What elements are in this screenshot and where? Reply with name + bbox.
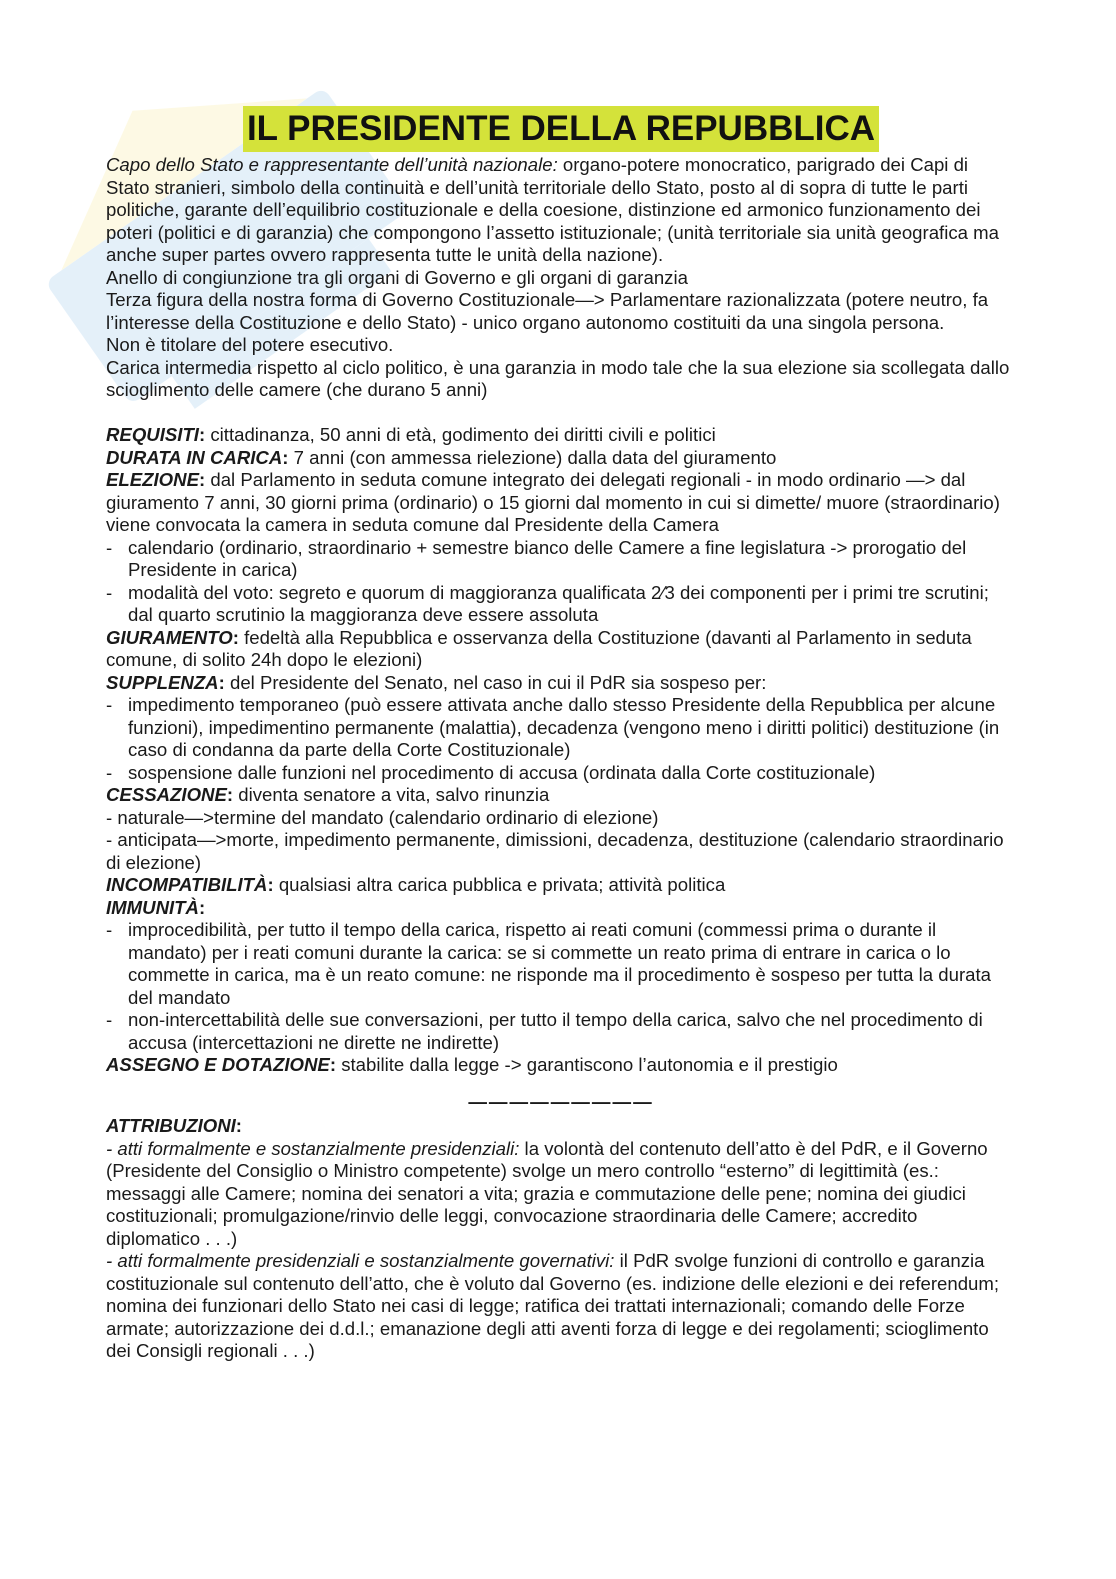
section-durata: DURATA IN CARICA: 7 anni (con ammessa rielezione) dalla data del giuramento (106, 446, 777, 468)
section-assegno: ASSEGNO E DOTAZIONE: stabilite dalla legge -> garantiscono l’autonomia e il prestigio (106, 1054, 838, 1075)
section-immunita: IMMUNITÀ: (106, 896, 206, 918)
document-page (106, 106, 1016, 1363)
intro-paragraph-1: Capo dello Stato e rappresentante dell’unità nazionale: organo-potere monocratico, parigrado dei Capi di Stato stranieri, simbolo della continuità e dell’unità territoriale dello Stato, posto al di sopra di tutte le parti politiche, garante dell’equilibrio costituzionale e della coesione, distinzione ed armonico funzionamento dei poteri (politici e di garanzia) che compongono l’assetto istituzionale; (unità territoriale sia unità geografica ma anche super partes ovvero rappresenta tutte le unità della nazione). (106, 154, 999, 265)
cessazione-line-1: - naturale—>termine del mandato (calendario ordinario di elezione) (106, 806, 659, 828)
elezione-list (106, 537, 1016, 627)
section-supplenza: SUPPLENZA: del Presidente del Senato, nel caso in cui il PdR sia sospeso per: (106, 671, 767, 693)
section-separator: ————————— (468, 1090, 654, 1112)
section-incompatibilita: INCOMPATIBILITÀ: qualsiasi altra carica pubblica e privata; attività politica (106, 874, 726, 895)
section-requisiti: REQUISITI: cittadinanza, 50 anni di età, godimento dei diritti civili e politici (106, 424, 716, 445)
section-giuramento: GIURAMENTO: fedeltà alla Repubblica e osservanza della Costituzione (davanti al Parlamento in seduta comune, di solito 24h dopo le elezioni) (106, 626, 972, 670)
section-elezione: ELEZIONE: dal Parlamento in seduta comune integrato dei delegati regionali - in modo ordinario —> dal giuramento 7 anni, 30 giorni prima (ordinario) o 15 giorni dal momento in cui si dimette/ muore (straordinario) viene convocata la camera in seduta comune dal Presidente della Camera (106, 469, 1000, 535)
list-item: - impedimento temporaneo (può essere attivata anche dallo stesso Presidente della Repubblica per alcune funzioni), impedimentino permanente (malattia), decadenza (vengono meno i diritti politici) destituzione (in caso di condanna da parte della Corte Costituzionale) (106, 694, 1000, 760)
page-title: IL PRESIDENTE DELLA REPUBBLICA (243, 106, 879, 152)
immunita-list (106, 919, 1016, 1054)
intro-paragraph-4: Non è titolare del potere esecutivo. (106, 334, 394, 355)
list-item: - sospensione dalle funzioni nel procedimento di accusa (ordinata dalla Corte costituzionale) (106, 761, 876, 783)
list-item: - non-intercettabilità delle sue conversazioni, per tutto il tempo della carica, salvo che nel procedimento di accusa (intercettazioni ne dirette ne indirette) (106, 1009, 983, 1053)
list-item: - calendario (ordinario, straordinario + semestre bianco delle Camere a fine legislatura -> prorogatio del Presidente in carica) (106, 536, 967, 580)
intro-paragraph-3: Terza figura della nostra forma di Governo Costituzionale—> Parlamentare razionalizzata (potere neutro, fa l’interesse della Costituzione e dello Stato) - unico organo autonomo costituiti da una singola persona. (106, 289, 989, 333)
cessazione-line-2: - anticipata—>morte, impedimento permanente, dimissioni, decadenza, destituzione (calendario straordinario di elezione) (106, 829, 1004, 873)
section-attribuzioni: ATTRIBUZIONI: (106, 1115, 242, 1136)
section-cessazione: CESSAZIONE: diventa senatore a vita, salvo rinunzia (106, 784, 550, 805)
supplenza-list (106, 694, 1016, 784)
intro-paragraph-2: Anello di congiunzione tra gli organi di Governo e gli organi di garanzia (106, 266, 688, 288)
attribuzioni-item-1: - atti formalmente e sostanzialmente presidenziali: la volontà del contenuto dell’atto è del PdR, e il Governo (Presidente del Consiglio o Ministro competente) svolge un mero controllo “esterno” di legittimità (es.: messaggi alle Camere; nomina dei senatori a vita; grazia e commutazione delle pene; nomina dei giudici costituzionali; promulgazione/rinvio delle leggi, convocazione straordinaria delle Camere; accredito diplomatico . . .) (106, 1137, 988, 1249)
attribuzioni-item-2: - atti formalmente presidenziali e sostanzialmente governativi: il PdR svolge funzioni di controllo e garanzia costituzionale sul contenuto dell’atto, che è voluto dal Governo (es. indizione delle elezioni e dei referendum; nomina dei funzionari dello Stato nei casi di legge; ratifica dei trattati internazionali; comando delle Forze armate; autorizzazione dei d.d.l.; emanazione degli atti aventi forza di legge e dei regolamenti; scioglimento dei Consigli regionali . . .) (106, 1250, 1000, 1361)
intro-paragraph-5: Carica intermedia rispetto al ciclo politico, è una garanzia in modo tale che la sua elezione sia scollegata dallo scioglimento delle camere (che durano 5 anni) (106, 356, 1010, 400)
list-item: - improcedibilità, per tutto il tempo della carica, rispetto ai reati comuni (commessi prima o durante il mandato) per i reati comuni durante la carica: se si commette un reato prima di entrare in carica o lo commette in carica, ma è un reato comune: ne risponde ma il procedimento è sospeso per tutta la durata del mandato (106, 919, 992, 1008)
list-item: - modalità del voto: segreto e quorum di maggioranza qualificata 2⁄3 dei componenti per i primi tre scrutini; dal quarto scrutinio la maggioranza deve essere assoluta (106, 581, 989, 625)
